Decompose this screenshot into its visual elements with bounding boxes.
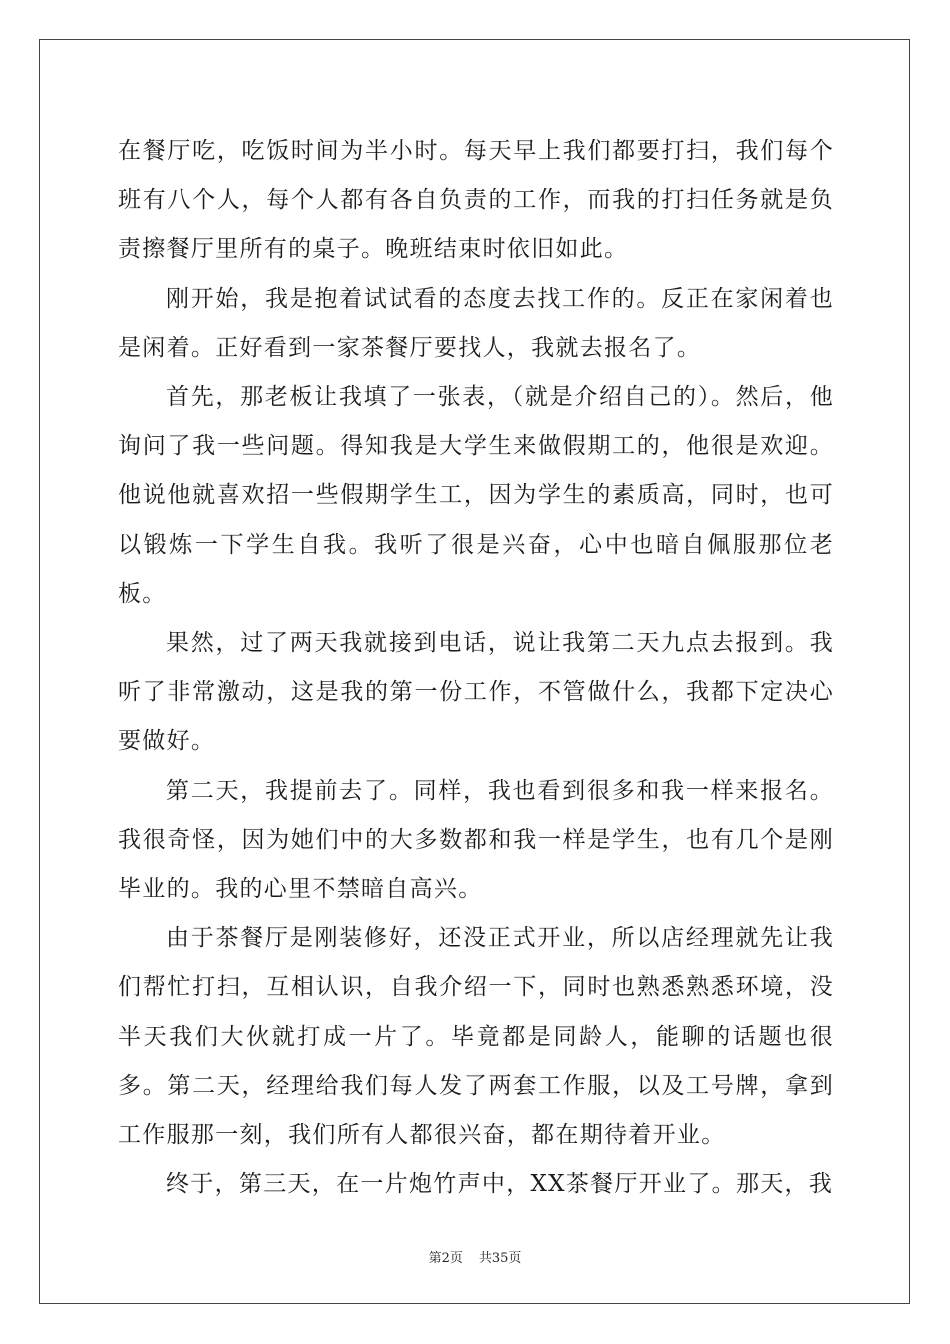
paragraph: 在餐厅吃，吃饭时间为半小时。每天早上我们都要打扫，我们每个班有八个人，每个人都有各自负责的工作，而我的打扫任务就是负责擦餐厅里所有的桌子。晚班结束时依旧如此。 <box>118 138 834 263</box>
page-total: 共35页 <box>478 1251 522 1266</box>
paragraph: 果然，过了两天我就接到电话，说让我第二天九点去报到。我听了非常激动，这是我的第一份工作，不管做什么，我都下定决心要做好。 <box>118 630 834 755</box>
paragraph: 刚开始，我是抱着试试看的态度去找工作的。反正在家闲着也是闲着。正好看到一家茶餐厅要找人，我就去报名了。 <box>118 285 834 361</box>
page-number: 第2页 <box>428 1251 463 1266</box>
paragraph: 首先，那老板让我填了一张表，（就是介绍自己的）。然后，他询问了我一些问题。得知我是大学生来做假期工的，他很是欢迎。他说他就喜欢招一些假期学生工，因为学生的素质高，同时，也可以锻炼一下学生自我。我听了很是兴奋，心中也暗自佩服那位老板。 <box>118 384 834 607</box>
paragraph: 由于茶餐厅是刚装修好，还没正式开业，所以店经理就先让我们帮忙打扫，互相认识，自我介绍一下，同时也熟悉熟悉环境，没半天我们大伙就打成一片了。毕竟都是同龄人，能聊的话题也很多。第二天，经理给我们每人发了两套工作服，以及工号牌，拿到工作服那一刻，我们所有人都很兴奋，都在期待着开业。 <box>118 925 834 1149</box>
page-footer <box>0 1247 950 1266</box>
paragraph: 终于，第三天，在一片炮竹声中，XX茶餐厅开业了。那天，我 <box>166 1171 834 1198</box>
document-body <box>118 127 834 1209</box>
paragraph: 第二天，我提前去了。同样，我也看到很多和我一样来报名。我很奇怪，因为她们中的大多数都和我一样是学生，也有几个是刚毕业的。我的心里不禁暗自高兴。 <box>118 777 834 903</box>
